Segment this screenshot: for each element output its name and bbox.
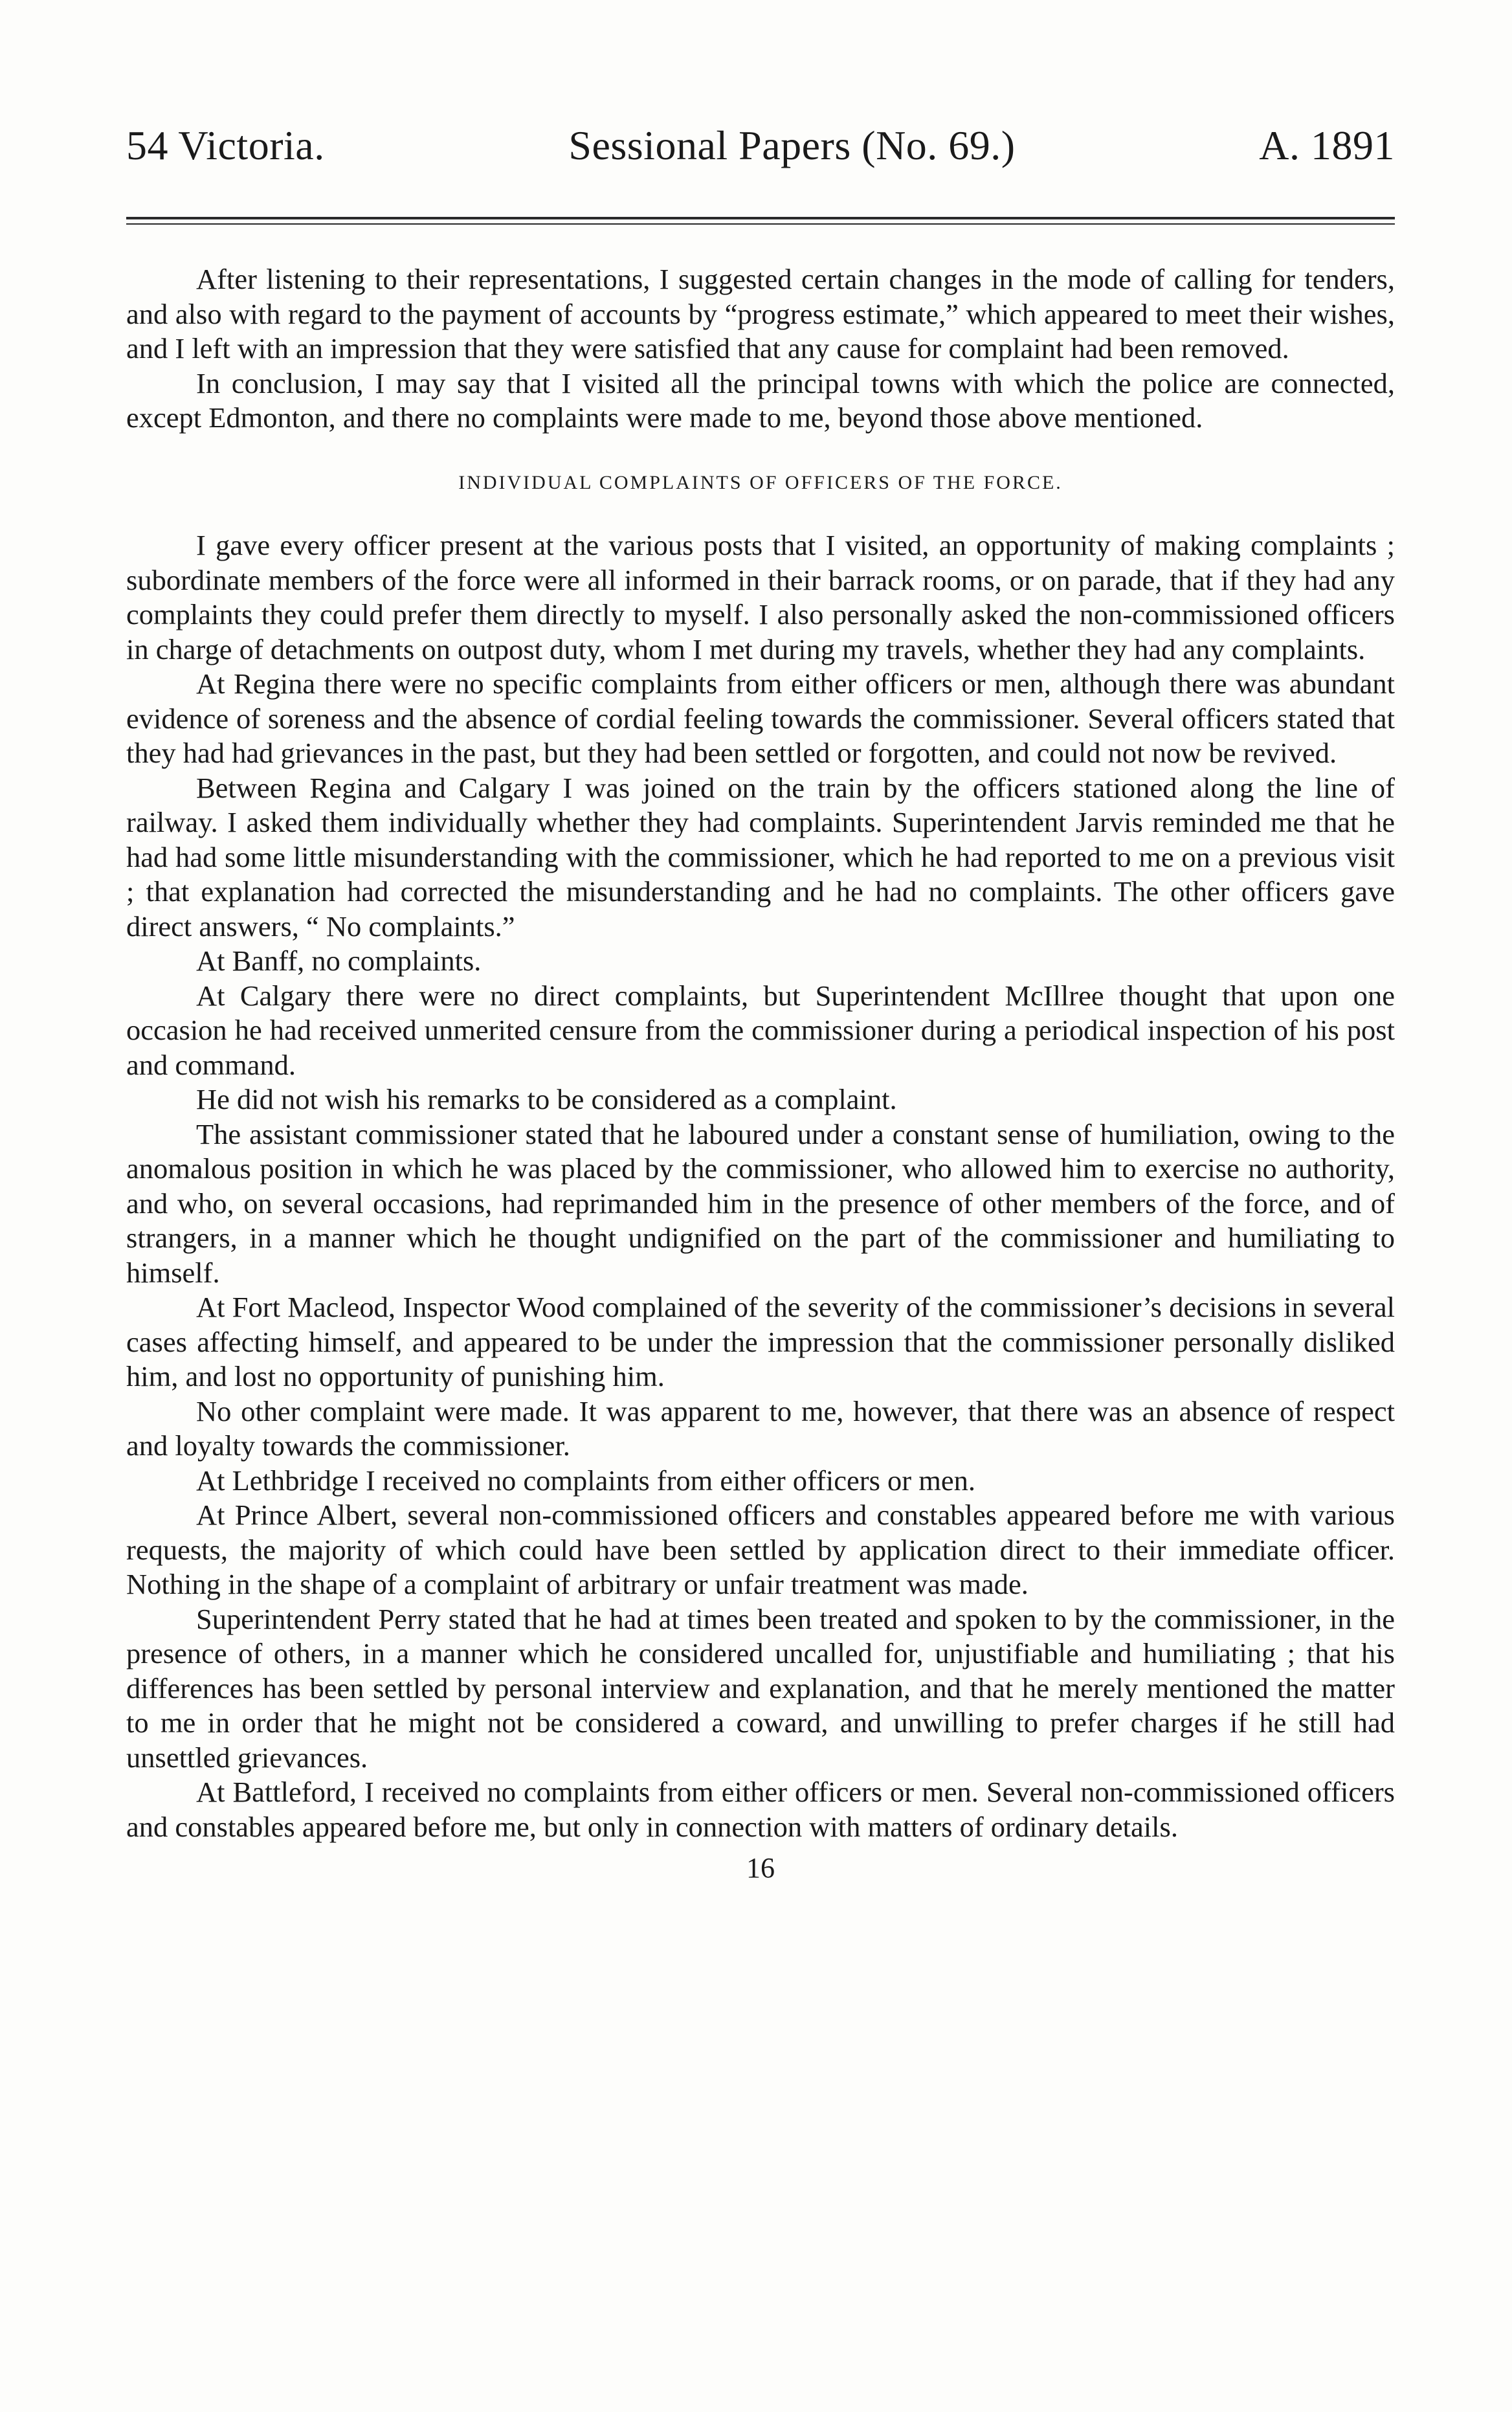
- header-session: 54 Victoria.: [126, 122, 325, 168]
- document-page: [126, 120, 1395, 1886]
- paragraph: He did not wish his remarks to be considered as a complaint.: [196, 1083, 897, 1115]
- header-title: Sessional Papers (No. 69.): [568, 122, 1016, 168]
- page-number: 16: [746, 1852, 775, 1884]
- paragraph: At Battleford, I received no complaints from either officers or men. Several non-commissioned officers and constables appeared before me, but only in connection with matters of ordinary details.: [126, 1776, 1395, 1843]
- paragraph: At Lethbridge I received no complaints from either officers or men.: [196, 1464, 975, 1497]
- paragraph: At Regina there were no specific complaints from either officers or men, although there was abundant evidence of soreness and the absence of cordial feeling towards the commissioner. Several officers stated that they had had grievances in the past, but they had been settled or forgotten, and could not now be revived.: [126, 667, 1395, 769]
- body-text: [126, 262, 1395, 1886]
- paragraph: No other complaint were made. It was apparent to me, however, that there was an absence of respect and loyalty towards the commissioner.: [126, 1394, 1395, 1462]
- paragraph: Between Regina and Calgary I was joined on the train by the officers stationed along the line of railway. I asked them individually whether they had complaints. Superintendent Jarvis reminded me that he had had some little misunderstanding with the commissioner, which he had reported to me on a previous visit ; that explanation had corrected the misunderstanding and he had no complaints. The other officers gave direct answers, “ No complaints.”: [126, 771, 1395, 943]
- section-heading: INDIVIDUAL COMPLAINTS OF OFFICERS OF THE FORCE.: [458, 471, 1063, 493]
- header-year: A. 1891: [1259, 122, 1395, 168]
- paragraph: I gave every officer present at the various posts that I visited, an opportunity of making complaints ; subordinate members of the force were all informed in their barrack rooms, or on parade, that if they had any complaints they could prefer them directly to myself. I also personally asked the non-commissioned officers in charge of detachments on outpost duty, whom I met during my travels, whether they had any complaints.: [126, 529, 1395, 665]
- paragraph: At Fort Macleod, Inspector Wood complained of the severity of the commissioner’s decisions in several cases affecting himself, and appeared to be under the impression that the commissioner personally disliked him, and lost no opportunity of punishing him.: [126, 1291, 1395, 1392]
- header-rule-thin: [126, 223, 1395, 225]
- paragraph: At Banff, no complaints.: [196, 944, 482, 977]
- paragraph: Superintendent Perry stated that he had at times been treated and spoken to by the commissioner, in the presence of others, in a manner which he considered uncalled for, unjustifiable and humiliating ; that his differences has been settled by personal interview and explanation, and that he merely mentioned the matter to me in order that he might not be considered a coward, and unwilling to prefer charges if he still had unsettled grievances.: [126, 1602, 1395, 1774]
- paragraph: At Prince Albert, several non-commissioned officers and constables appeared before me with various requests, the majority of which could have been settled by application direct to their immediate officer. Nothing in the shape of a complaint of arbitrary or unfair treatment was made.: [126, 1499, 1395, 1600]
- header-rule: [126, 217, 1395, 219]
- page-header: [126, 120, 1395, 172]
- paragraph: The assistant commissioner stated that he laboured under a constant sense of humiliation, owing to the anomalous position in which he was placed by the commissioner, who allowed him to exercise no authority, and who, on several occasions, had reprimanded him in the presence of other members of the force, and of strangers, in a manner which he thought undignified on the part of the commissioner and humiliating to himself.: [126, 1117, 1395, 1289]
- paragraph: In conclusion, I may say that I visited all the principal towns with which the police are connected, except Edmonton, and there no complaints were made to me, beyond those above mentioned.: [126, 366, 1395, 434]
- paragraph: At Calgary there were no direct complaints, but Superintendent McIllree thought that upon one occasion he had received unmerited censure from the commissioner during a periodical inspection of his post and command.: [126, 979, 1395, 1081]
- paragraph: After listening to their representations, I suggested certain changes in the mode of calling for tenders, and also with regard to the payment of accounts by “progress estimate,” which appeared to meet their wishes, and I left with an impression that they were satisfied that any cause for complaint had been removed.: [126, 263, 1395, 364]
